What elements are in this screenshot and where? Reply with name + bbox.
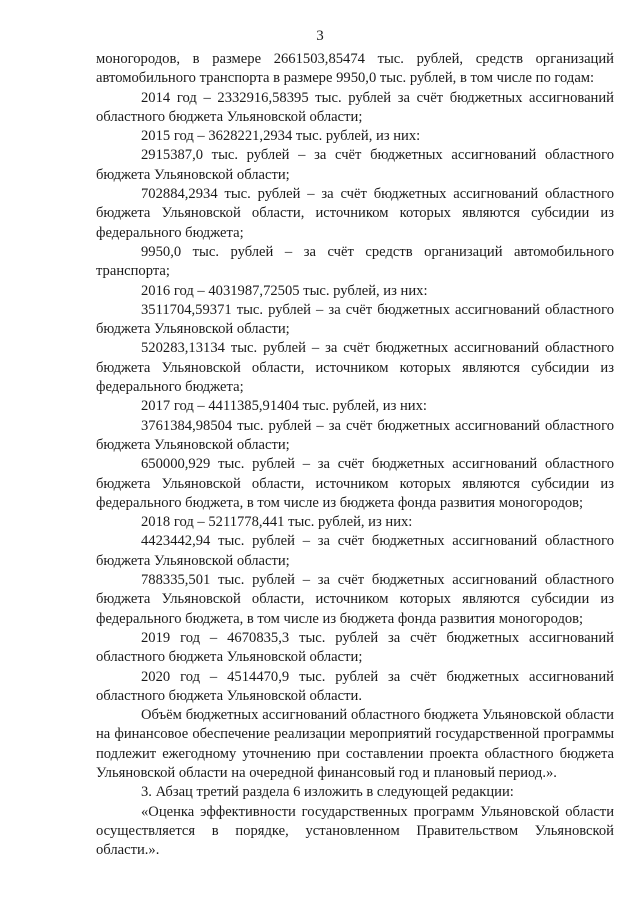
paragraph: 2014 год – 2332916,58395 тыс. рублей за счёт бюджетных ассигнований областного бюджета Ульяновской области; <box>96 89 614 125</box>
paragraph: «Оценка эффективности государственных программ Ульяновской области осуществляется в порядке, установленном Правительством Ульяновской области.». <box>96 803 614 859</box>
paragraph: 650000,929 тыс. рублей – за счёт бюджетных ассигнований областного бюджета Ульяновской области, источником которых являются субсидии из федерального бюджета, в том числе из бюджета фонда развития моногородов; <box>96 456 614 511</box>
paragraph: 3761384,98504 тыс. рублей – за счёт бюджетных ассигнований областного бюджета Ульяновской области; <box>96 417 614 453</box>
paragraph: 2019 год – 4670835,3 тыс. рублей за счёт бюджетных ассигнований областного бюджета Ульяновской области; <box>96 629 614 666</box>
paragraph: моногородов, в размере 2661503,85474 тыс. рублей, средств организаций автомобильного транспорта в размере 9950,0 тыс. рублей, в том числе по годам: <box>96 51 614 87</box>
page-number: 3 <box>316 28 324 44</box>
paragraph: 2017 год – 4411385,91404 тыс. рублей, из них: <box>141 398 427 415</box>
paragraph: 788335,501 тыс. рублей – за счёт бюджетных ассигнований областного бюджета Ульяновской области, источником которых являются субсидии из федерального бюджета, в том числе из бюджета фонда развития моногородов; <box>96 572 614 627</box>
paragraph: 3. Абзац третий раздела 6 изложить в следующей редакции: <box>141 784 514 801</box>
paragraph: 520283,13134 тыс. рублей – за счёт бюджетных ассигнований областного бюджета Ульяновской области, источником которых являются субсидии из федерального бюджета; <box>96 340 614 396</box>
document-body <box>96 50 614 860</box>
paragraph: Объём бюджетных ассигнований областного бюджета Ульяновской области на финансовое обеспечение реализации мероприятий государственной программы подлежит ежегодному уточнению при составлении проекта областного бюджета Ульяновской области на очередной финансовый год и плановый период.». <box>96 707 614 781</box>
paragraph: 702884,2934 тыс. рублей – за счёт бюджетных ассигнований областного бюджета Ульяновской области, источником которых являются субсидии из федерального бюджета; <box>96 186 614 241</box>
paragraph: 9950,0 тыс. рублей – за счёт средств организаций автомобильного транспорта; <box>96 243 614 280</box>
paragraph: 2015 год – 3628221,2934 тыс. рублей, из них: <box>141 128 421 145</box>
paragraph: 2018 год – 5211778,441 тыс. рублей, из них: <box>141 514 413 531</box>
paragraph: 2020 год – 4514470,9 тыс. рублей за счёт бюджетных ассигнований областного бюджета Ульяновской области. <box>96 668 614 704</box>
paragraph: 2016 год – 4031987,72505 тыс. рублей, из них: <box>141 282 428 299</box>
paragraph: 3511704,59371 тыс. рублей – за счёт бюджетных ассигнований областного бюджета Ульяновской области; <box>96 301 614 338</box>
paragraph: 2915387,0 тыс. рублей – за счёт бюджетных ассигнований областного бюджета Ульяновской области; <box>96 147 614 183</box>
paragraph: 4423442,94 тыс. рублей – за счёт бюджетных ассигнований областного бюджета Ульяновской области; <box>96 533 614 569</box>
